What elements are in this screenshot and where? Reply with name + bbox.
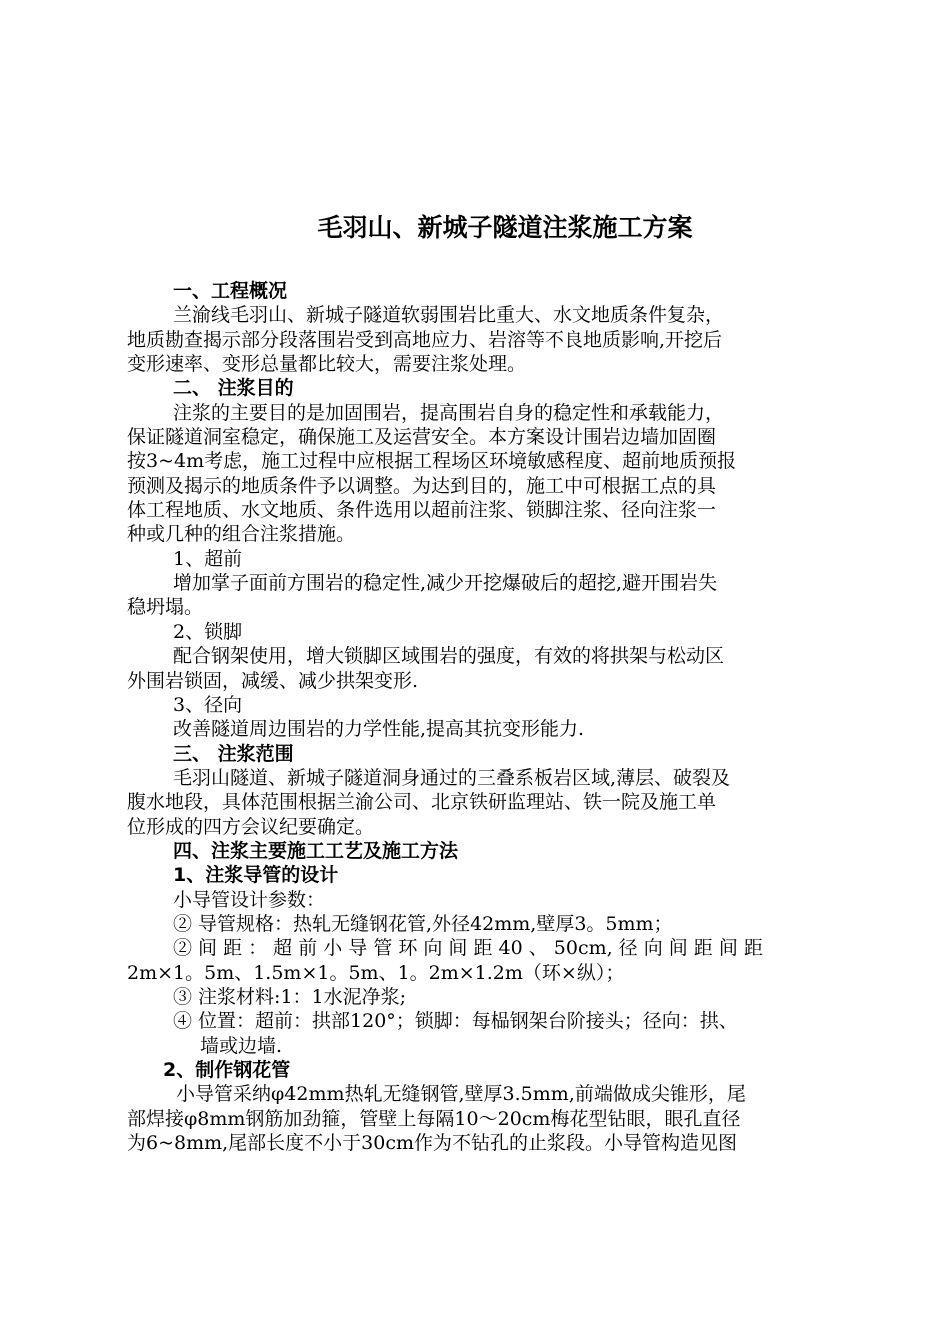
paragraph-line: 为6~8mm,尾部长度不小于30cm作为不钻孔的止浆段。小导管构造见图 xyxy=(127,1132,738,1155)
list-item: ② 导管规格：热轧无缝钢花管,外径42mm,壁厚3。5mm； xyxy=(173,912,673,935)
paragraph-line: 预测及揭示的地质条件予以调整。为达到目的，施工中可根据工点的具 xyxy=(127,474,717,497)
paragraph-line: 毛羽山隧道、新城子隧道洞身通过的三叠系板岩区域,薄层、破裂及 xyxy=(173,766,731,789)
paragraph-line: 兰渝线毛羽山、新城子隧道软弱围岩比重大、水文地质条件复杂， xyxy=(173,304,725,327)
list-item-continuation: 墙或边墙. xyxy=(200,1034,283,1057)
subsection-label: 2、锁脚 xyxy=(173,620,243,643)
paragraph-line: 增加掌子面前方围岩的稳定性,减少开挖爆破后的超挖,避开围岩失 xyxy=(173,572,718,595)
list-item-continuation: 2m×1。5m、1.5m×1。5m、1。2m×1.2m（环×纵）； xyxy=(127,961,625,984)
section-heading: 三、 注浆范围 xyxy=(173,742,294,765)
paragraph-line: 改善隧道周边围岩的力学性能,提高其抗变形能力. xyxy=(173,718,585,741)
paragraph-line: 注浆的主要目的是加固围岩，提高围岩自身的稳定性和承载能力， xyxy=(173,401,725,424)
paragraph-line: 按3~4m考虑，施工过程中应根据工程场区环境敏感程度、超前地质预报 xyxy=(127,450,737,473)
paragraph-line: 小导管设计参数： xyxy=(173,888,326,911)
paragraph-line: 部焊接φ8mm钢筋加劲箍，管壁上每隔10～20cm梅花型钻眼，眼孔直径 xyxy=(127,1107,741,1130)
paragraph-line: 地质勘查揭示部分段落围岩受到高地应力、岩溶等不良地质影响,开挖后 xyxy=(127,328,723,351)
document-title: 毛羽山、新城子隧道注浆施工方案 xyxy=(317,213,693,242)
paragraph-line: 外围岩锁固，减缓、减少拱架变形. xyxy=(127,669,419,692)
paragraph-line: 稳坍塌。 xyxy=(127,596,204,619)
paragraph-line: 配合钢架使用，增大锁脚区域围岩的强度，有效的将拱架与松动区 xyxy=(173,645,725,668)
list-item: ③ 注浆材料:1：1水泥净浆; xyxy=(173,985,407,1008)
section-heading: 一、工程概况 xyxy=(173,280,288,302)
paragraph-line: 保证隧道洞室稳定，确保施工及运营安全。本方案设计围岩边墙加固圈 xyxy=(127,426,717,449)
paragraph-line: 种或几种的组合注浆措施。 xyxy=(127,523,356,546)
section-heading: 四、注浆主要施工工艺及施工方法 xyxy=(173,839,459,862)
list-item: ② 间 距 ： 超 前 小 导 管 环 向 间 距 40 、 50cm, 径 向 间 距 间 距 xyxy=(173,937,763,960)
subsection-heading: 1、注浆导管的设计 xyxy=(173,864,339,887)
subsection-heading: 2、制作钢花管 xyxy=(163,1059,291,1081)
subsection-label: 3、径向 xyxy=(173,693,243,716)
paragraph-line: 变形速率、变形总量都比较大，需要注浆处理。 xyxy=(127,353,527,376)
paragraph-line: 体工程地质、水文地质、条件选用以超前注浆、锁脚注浆、径向注浆一 xyxy=(127,499,717,522)
paragraph-line: 腹水地段，具体范围根据兰渝公司、北京铁研监理站、铁一院及施工单 xyxy=(127,791,717,814)
document-body xyxy=(0,279,950,1155)
list-item: ④ 位置：超前：拱部120°；锁脚：每榀钢架台阶接头；径向：拱、 xyxy=(173,1010,738,1033)
paragraph-line: 小导管采纳φ42mm热轧无缝钢管,壁厚3.5mm,前端做成尖锥形，尾 xyxy=(176,1083,746,1106)
paragraph-line: 位形成的四方会议纪要确定。 xyxy=(127,815,375,838)
section-heading: 二、 注浆目的 xyxy=(173,377,294,400)
subsection-label: 1、超前 xyxy=(173,547,243,570)
